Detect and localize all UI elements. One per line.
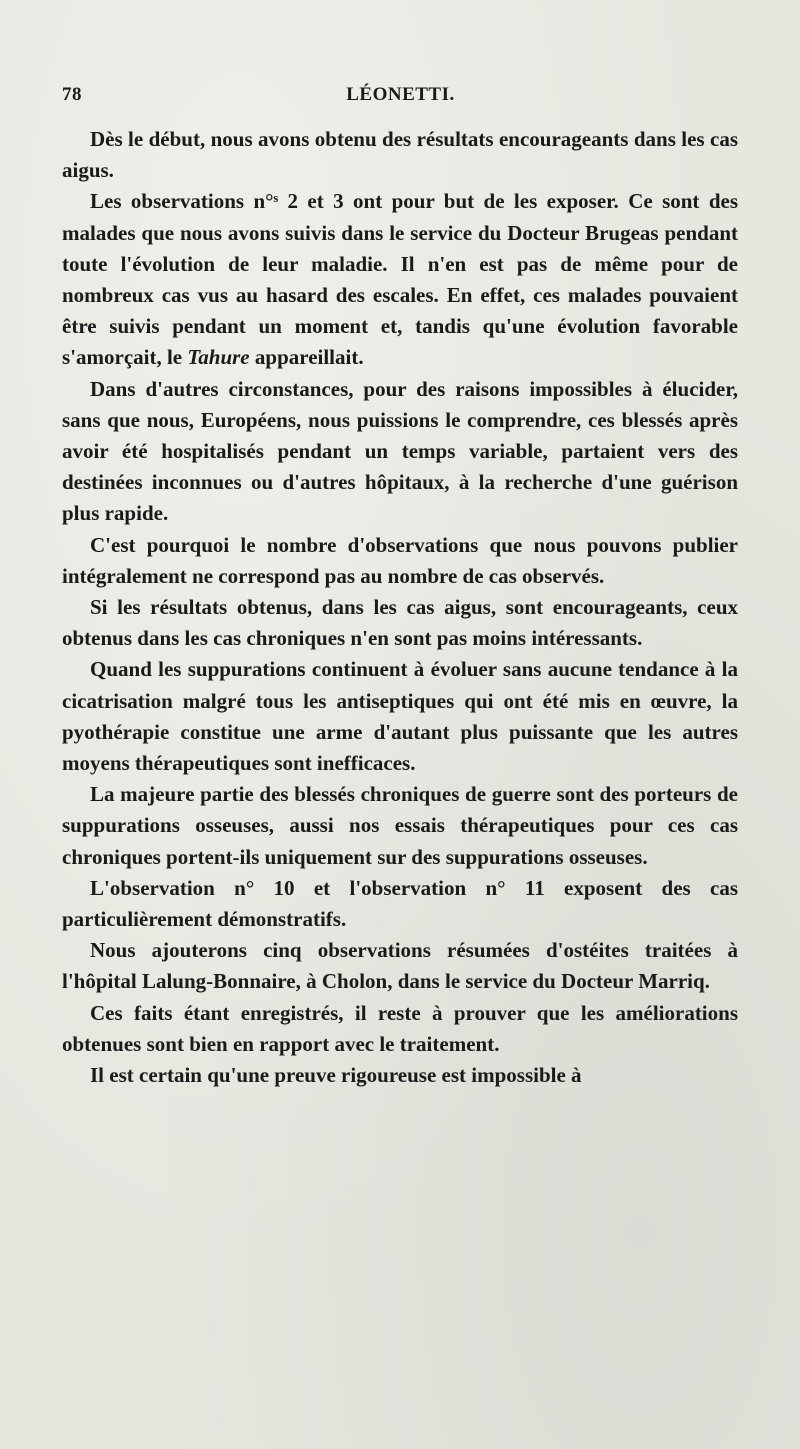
body-text: [62, 124, 738, 1091]
paragraph: Nous ajouterons cinq observations résumées d'ostéites traitées à l'hôpital Lalung-Bonnaire, à Cholon, dans le service du Docteur Marriq.: [62, 938, 738, 994]
paragraph: Dès le début, nous avons obtenu des résultats encourageants dans les cas aigus.: [62, 127, 738, 183]
ship-name: Tahure: [187, 345, 250, 370]
paragraph: C'est pourquoi le nombre d'observations que nous pouvons publier intégralement ne correspond pas au nombre de cas observés.: [62, 532, 738, 588]
paragraph-text: appareillait.: [249, 345, 364, 370]
paragraph: Quand les suppurations continuent à évoluer sans aucune tendance à la cicatrisation malgré tous les antiseptiques qui ont été mis en œuvre, la pyothérapie constitue une arme d'autant plus puissante que les autres moyens thérapeutiques sont inefficaces.: [62, 657, 738, 776]
paragraph-with-ship-name: [62, 186, 738, 373]
paragraph: Il est certain qu'une preuve rigoureuse est impossible à: [90, 1063, 582, 1088]
running-title: LÉONETTI.: [346, 84, 455, 105]
page-number: 78: [62, 84, 82, 105]
paragraph: L'observation n° 10 et l'observation n° 11 exposent des cas particulièrement démonstratifs.: [62, 875, 738, 932]
paragraph: Si les résultats obtenus, dans les cas aigus, sont encourageants, ceux obtenus dans les cas chroniques n'en sont pas moins intéressants.: [62, 595, 738, 651]
paragraph-text: Les observations n°ˢ 2 et 3 ont pour but de les exposer. Ce sont des malades que nous avons suivis dans le service du Docteur Brugeas pendant toute l'évolution de leur maladie. Il n'en est pas de même pour de nombreux cas vus au hasard des escales. En effet, ces malades pouvaient être suivis pendant un moment et, tandis qu'une évolution favorable s'amorçait, le: [62, 189, 738, 370]
paragraph: Dans d'autres circonstances, pour des raisons impossibles à élucider, sans que nous, Européens, nous puissions le comprendre, ces blessés après avoir été hospitalisés pendant un temps variable, partaient vers des destinées inconnues ou d'autres hôpitaux, à la recherche d'une guérison plus rapide.: [62, 376, 738, 526]
page-header: [58, 80, 743, 112]
paragraph: La majeure partie des blessés chroniques de guerre sont des porteurs de suppurations osseuses, aussi nos essais thérapeutiques pour ces cas chroniques portent-ils uniquement sur des suppurations osseuses.: [62, 782, 738, 869]
paragraph: Ces faits étant enregistrés, il reste à prouver que les améliorations obtenues sont bien en rapport avec le traitement.: [62, 1000, 738, 1056]
